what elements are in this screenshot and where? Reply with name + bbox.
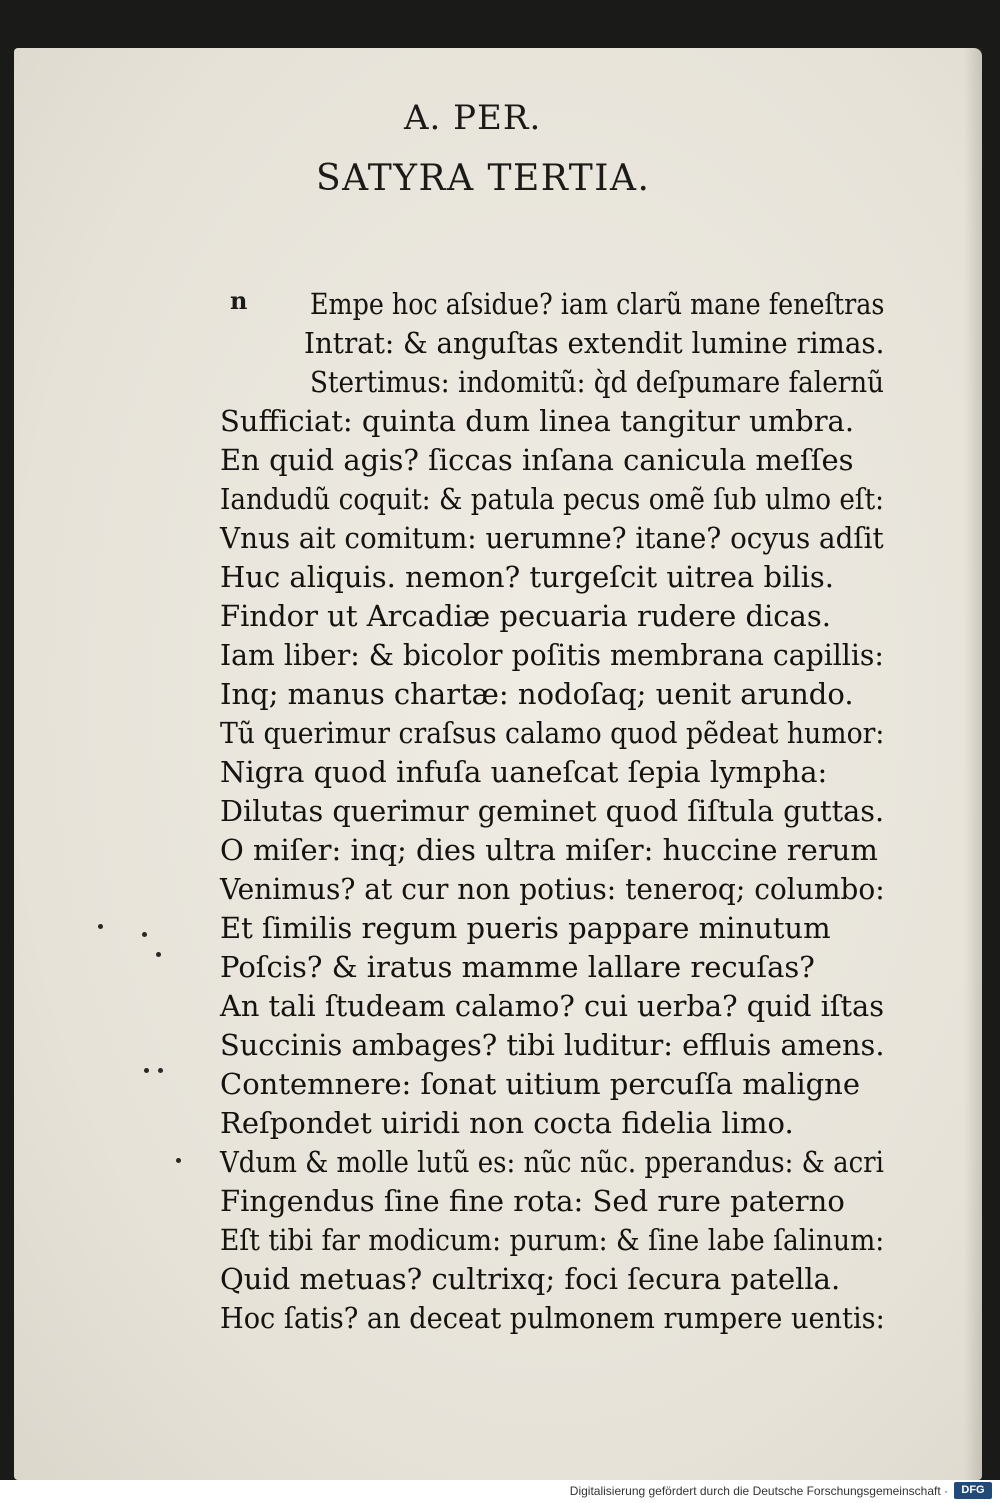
verse-line: Quid metuas? cultrixq; foci ſecura patella. (220, 1262, 841, 1296)
margin-dot (144, 1068, 149, 1073)
verse-line: O miſer: inq; dies ultra miſer: huccine rerum (220, 833, 878, 867)
verse-line: Iam liber: & bicolor poſitis membrana capillis: (220, 638, 884, 672)
margin-dot (176, 1158, 181, 1163)
verse-line: Contemnere: ſonat uitium percuſſa maligne (220, 1067, 861, 1101)
verse-line: Dilutas querimur geminet quod ſiſtula guttas. (220, 794, 885, 828)
verse-line: Vdum & molle lutũ es: nũc nũc. pperandus: & acri (220, 1145, 884, 1179)
running-head: A. PER. (404, 98, 542, 138)
verse-line: Hoc ſatis? an deceat pulmonem rumpere uentis: (220, 1301, 885, 1335)
verse-line: An tali ſtudeam calamo? cui uerba? quid iſtas (220, 989, 885, 1023)
margin-dot (156, 952, 161, 957)
margin-dot (158, 1068, 163, 1073)
verse-line: Empe hoc aſsidue? iam clarũ mane feneſtras (310, 287, 885, 321)
verse-line: Findor ut Arcadiæ pecuaria rudere dicas. (220, 599, 831, 633)
verse-line: Iandudũ coquit: & patula pecus omẽ ſub ulmo eſt: (220, 482, 885, 516)
verse-line: Eſt tibi far modicum: purum: & ſine labe ſalinum: (220, 1223, 885, 1257)
funding-credit: Digitalisierung gefördert durch die Deutsche Forschungsgemeinschaft · (569, 1484, 948, 1498)
footer-bar (0, 1480, 1000, 1503)
verse-line: Stertimus: indomitũ: q̀d deſpumare falernũ (310, 365, 885, 399)
verse-line: En quid agis? ſiccas inſana canicula meſſes (220, 443, 854, 477)
verse-line: Inq; manus chartæ: nodoſaq; uenit arundo. (220, 677, 854, 711)
verse-line: Poſcis? & iratus mamme lallare recuſas? (220, 950, 815, 984)
verse-line: Et ſimilis regum pueris pappare minutum (220, 911, 831, 945)
verse-line: Succinis ambages? tibi luditur: effluis amens. (220, 1028, 885, 1062)
verse-line: Nigra quod infuſa uaneſcat ſepia lympha: (220, 755, 828, 789)
verse-line: Venimus? at cur non potius: teneroq; columbo: (220, 872, 885, 906)
margin-dot (98, 924, 103, 929)
margin-dot (142, 932, 147, 937)
verse-line: Reſpondet uiridi non cocta fidelia limo. (220, 1106, 794, 1140)
verse-line: Tũ querimur craſsus calamo quod pẽdeat humor: (220, 716, 885, 750)
verse-line: Fingendus ſine fine rota: Sed rure paterno (220, 1184, 845, 1218)
verse-line: Vnus ait comitum: uerumne? itane? ocyus adſit (220, 521, 884, 555)
verse-line: Huc aliquis. nemon? turgeſcit uitrea bilis. (220, 560, 835, 594)
verse-line: Intrat: & anguſtas extendit lumine rimas. (304, 326, 885, 360)
margin-note: n (230, 286, 248, 315)
page-edge-shadow (964, 48, 982, 1480)
section-title: SATYRA TERTIA. (316, 158, 651, 199)
dfg-logo-icon: DFG (954, 1482, 992, 1499)
book-page (14, 48, 982, 1480)
verse-line: Sufficiat: quinta dum linea tangitur umbra. (220, 404, 855, 438)
